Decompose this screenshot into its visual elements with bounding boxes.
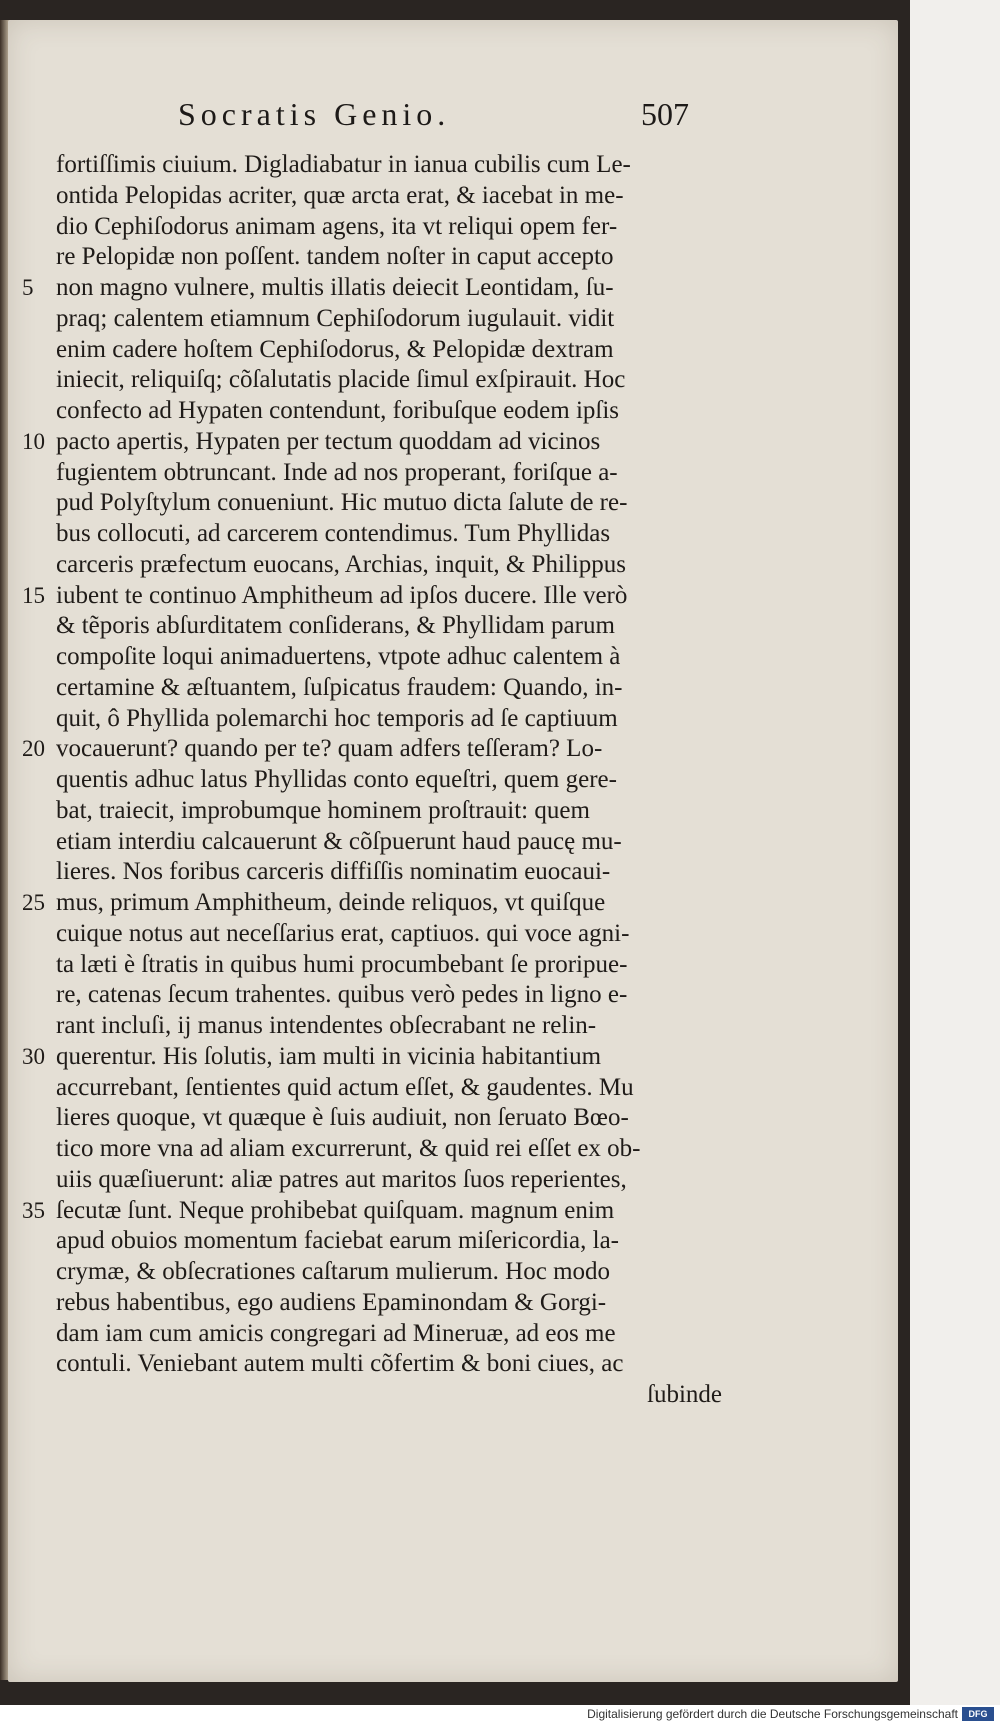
page-number: 507 <box>641 96 689 132</box>
text-line <box>22 827 722 858</box>
text-line <box>22 1134 722 1165</box>
text-line <box>22 488 722 519</box>
line-text: lieres quoque, vt quæque è ſuis audiuit, non ſeruato Bœo- <box>56 1104 629 1132</box>
text-line <box>22 1042 722 1073</box>
text-line <box>22 1257 722 1288</box>
book-page <box>8 20 898 1682</box>
text-line <box>22 150 722 181</box>
line-text: crymæ, & obſecrationes caſtarum mulierum. Hoc modo <box>56 1258 611 1285</box>
line-text: rant incluſi, ij manus intendentes obſecrabant ne relin- <box>56 1012 597 1039</box>
text-line <box>22 335 722 366</box>
text-line <box>22 888 722 919</box>
line-text: querentur. His ſolutis, iam multi in vicinia habitantium <box>56 1042 602 1070</box>
line-text: fugientem obtruncant. Inde ad nos properant, foriſque a- <box>56 458 618 486</box>
line-text: re Pelopidæ non poſſent. tandem noſter in caput accepto <box>56 243 614 271</box>
text-line <box>22 642 722 673</box>
text-line <box>22 1103 722 1134</box>
line-number: 35 <box>22 1197 45 1223</box>
line-text: vocauerunt? quando per te? quam adfers teſſeram? Lo- <box>56 735 603 763</box>
text-line <box>22 458 722 489</box>
line-text: uiis quæſiuerunt: aliæ patres aut maritos ſuos reperientes, <box>56 1165 627 1193</box>
line-text: rebus habentibus, ego audiens Epaminondam & Gorgi- <box>56 1288 607 1316</box>
text-line <box>22 1288 722 1319</box>
text-line <box>22 1196 722 1227</box>
line-text: quentis adhuc latus Phyllidas conto equeſtri, quem gere- <box>56 766 617 793</box>
text-line <box>22 181 722 212</box>
line-text: carceris præfectum euocans, Archias, inquit, & Philippus <box>56 550 627 578</box>
footer-bar <box>0 1705 1000 1723</box>
line-text: iniecit, reliquiſq; cõſalutatis placide ſimul exſpirauit. Hoc <box>56 366 626 394</box>
text-line <box>22 550 722 581</box>
text-line <box>22 273 722 304</box>
text-line <box>22 673 722 704</box>
text-line <box>22 734 722 765</box>
line-text: iubent te continuo Amphitheum ad ipſos ducere. Ille verò <box>56 581 628 609</box>
line-text: quit, ô Phyllida polemarchi hoc temporis ad ſe captiuum <box>56 704 618 732</box>
text-line <box>22 242 722 273</box>
text-line <box>22 1226 722 1257</box>
line-number: 15 <box>22 582 45 608</box>
running-title: Socratis Genio. <box>178 96 451 132</box>
line-text: re, catenas ſecum trahentes. quibus verò pedes in ligno e- <box>56 981 628 1009</box>
text-line <box>22 1349 722 1380</box>
line-text: mus, primum Amphitheum, deinde reliquos, vt quiſque <box>56 889 606 916</box>
text-line <box>22 980 722 1011</box>
text-line <box>22 519 722 550</box>
catchword-line <box>22 1380 722 1411</box>
text-line <box>22 212 722 243</box>
dfg-logo-icon: DFG <box>962 1707 994 1721</box>
line-number: 20 <box>22 736 45 762</box>
text-line <box>22 950 722 981</box>
line-text: dio Cephiſodorus animam agens, ita vt reliqui opem fer- <box>56 212 618 240</box>
text-line <box>22 1073 722 1104</box>
text-line <box>22 396 722 427</box>
text-line <box>22 1165 722 1196</box>
line-text: certamine & æſtuantem, ſuſpicatus fraudem: Quando, in- <box>56 673 623 701</box>
line-text: pacto apertis, Hypaten per tectum quoddam ad vicinos <box>56 427 601 455</box>
line-text: apud obuios momentum faciebat earum miſericordia, la- <box>56 1227 620 1255</box>
text-line <box>22 581 722 612</box>
catchword: ſubinde <box>647 1381 722 1408</box>
footer-credit: Digitalisierung gefördert durch die Deutsche Forschungsgemeinschaft <box>587 1707 958 1721</box>
line-text: ta læti è ſtratis in quibus humi procumbebant ſe proripue- <box>56 950 628 978</box>
text-line <box>22 857 722 888</box>
line-text: contuli. Veniebant autem multi cõfertim & boni ciues, ac <box>56 1350 624 1378</box>
text-line <box>22 1319 722 1350</box>
text-line <box>22 611 722 642</box>
line-text: ſecutæ ſunt. Neque prohibebat quiſquam. magnum enim <box>56 1196 615 1224</box>
text-line <box>22 765 722 796</box>
text-line <box>22 304 722 335</box>
line-text: lieres. Nos foribus carceris diffiſſis nominatim euocaui- <box>56 858 611 886</box>
text-line <box>22 919 722 950</box>
line-text: & tẽporis abſurditatem conſiderans, & Phyllidam parum <box>56 612 615 640</box>
line-text: enim cadere hoſtem Cephiſodorus, & Pelopidæ dextram <box>56 335 614 363</box>
line-text: confecto ad Hypaten contendunt, foribuſque eodem ipſis <box>56 397 620 424</box>
text-line <box>22 1011 722 1042</box>
line-text: cuique notus aut neceſſarius erat, captiuos. qui voce agni- <box>56 919 630 947</box>
line-number: 5 <box>22 275 34 300</box>
line-text: praq; calentem etiamnum Cephiſodorum iugulauit. vidit <box>56 304 615 332</box>
line-text: bus collocuti, ad carcerem contendimus. Tum Phyllidas <box>56 520 611 547</box>
line-text: compoſite loqui animaduertens, vtpote adhuc calentem à <box>56 643 621 670</box>
text-line <box>22 796 722 827</box>
line-text: bat, traiecit, improbumque hominem proſtrauit: quem <box>56 796 590 824</box>
line-text: etiam interdiu calcauerunt & cõſpuerunt haud paucę mu- <box>56 827 622 855</box>
text-line <box>22 365 722 396</box>
line-text: dam iam cum amicis congregari ad Mineruæ, ad eos me <box>56 1319 616 1347</box>
text-line <box>22 704 722 735</box>
line-text: pud Polyſtylum conueniunt. Hic mutuo dicta ſalute de re- <box>56 489 628 517</box>
line-text: ontida Pelopidas acriter, quæ arcta erat, & iacebat in me- <box>56 181 624 209</box>
line-text: fortiſſimis ciuium. Digladiabatur in ianua cubilis cum Le- <box>56 151 631 178</box>
line-number: 30 <box>22 1043 45 1069</box>
line-number: 25 <box>22 890 45 915</box>
text-body <box>22 150 722 1411</box>
line-text: non magno vulnere, multis illatis deiecit Leontidam, ſu- <box>56 274 614 301</box>
text-line <box>22 427 722 458</box>
line-number: 10 <box>22 428 45 454</box>
line-text: tico more vna ad aliam excurrerunt, & quid rei eſſet ex ob- <box>56 1135 641 1162</box>
line-text: accurrebant, ſentientes quid actum eſſet, & gaudentes. Mu <box>56 1073 634 1101</box>
